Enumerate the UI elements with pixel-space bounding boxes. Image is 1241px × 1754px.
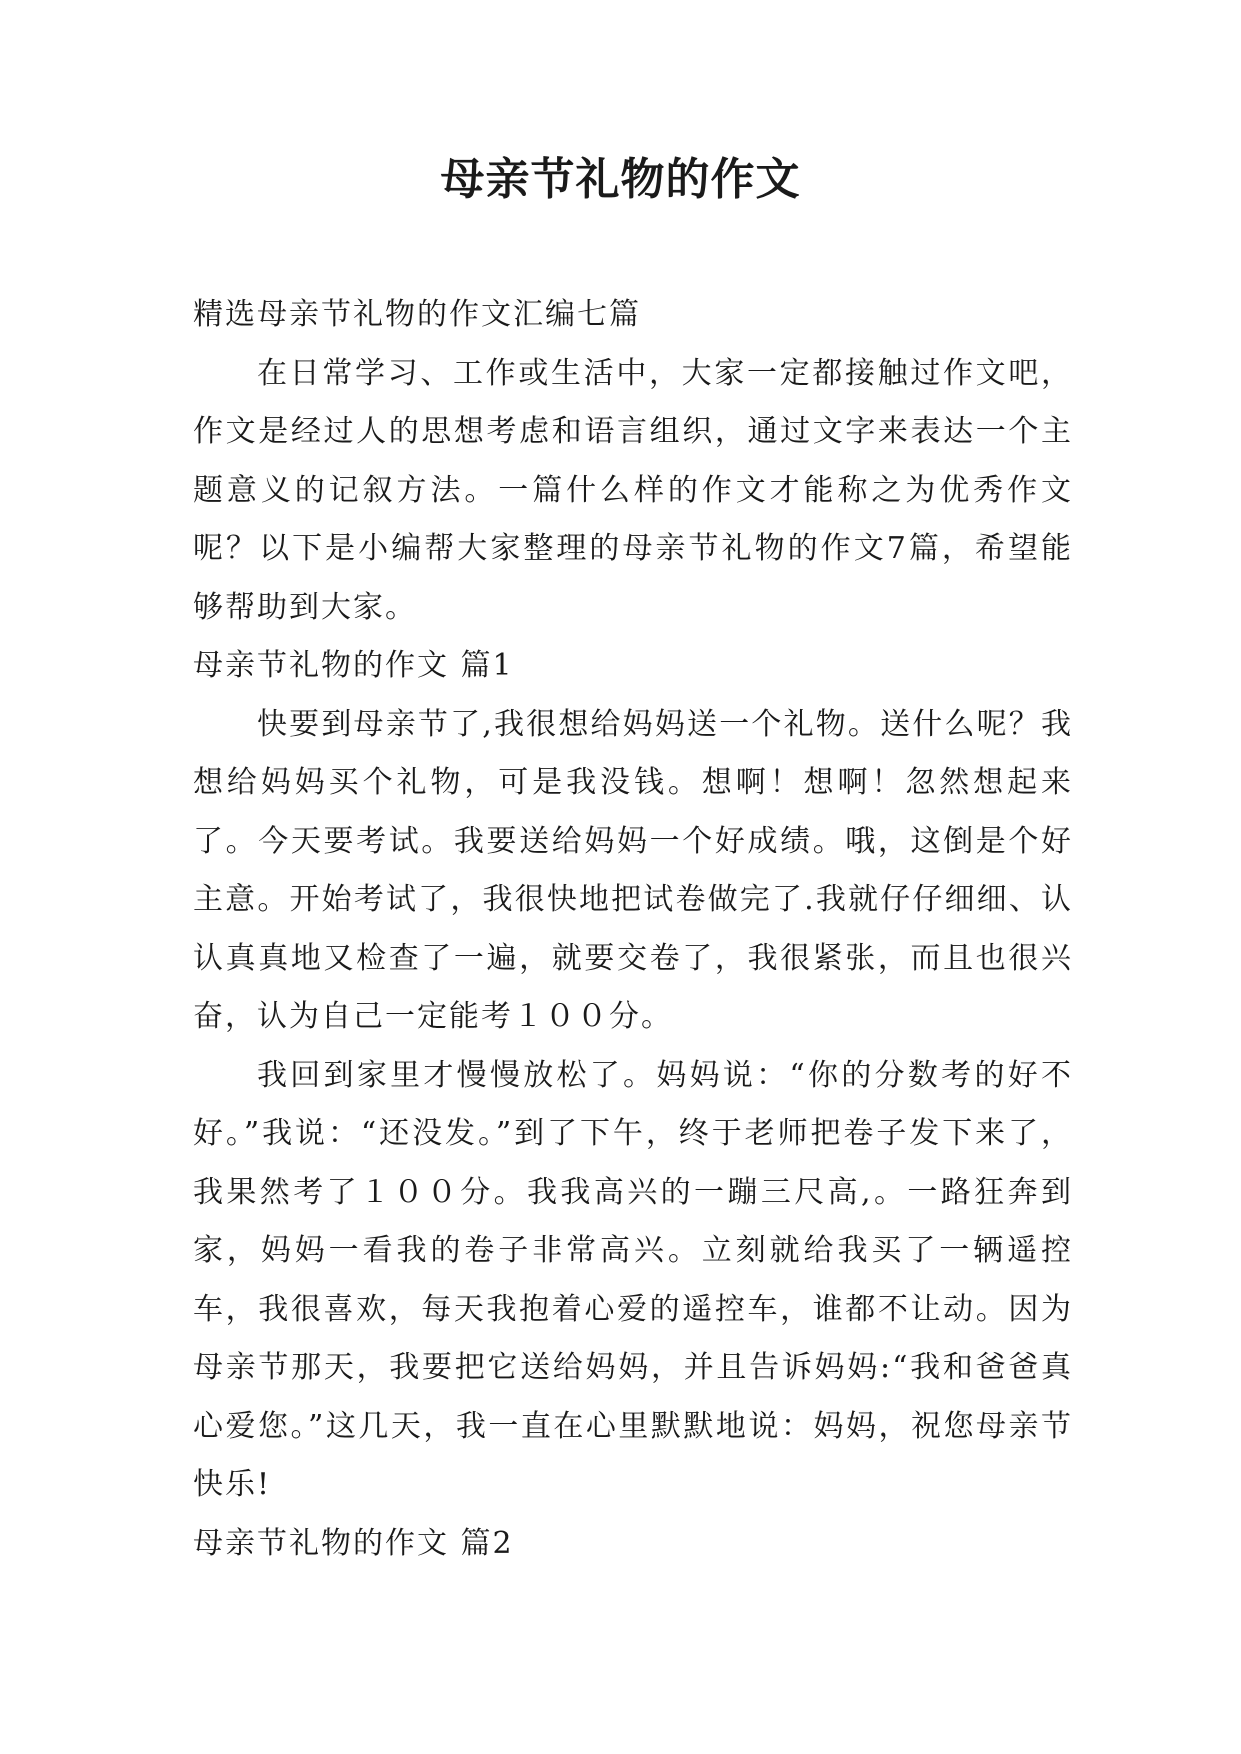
- essay-heading-1: 母亲节礼物的作文 篇1: [193, 648, 514, 683]
- essay-1-paragraph-1: 快要到母亲节了,我很想给妈妈送一个礼物。送什么呢？我想给妈妈买个礼物，可是我没钱。想啊！想啊！忽然想起来了。今天要考试。我要送给妈妈一个好成绩。哦，这倒是个好主意。开始考试了，我很快地把试卷做完了.我就仔仔细细、认认真真地又检查了一遍，就要交卷了，我很紧张，而且也很兴奋，认为自己一定能考１００分。: [193, 706, 1073, 1034]
- document-body: [193, 286, 1073, 1573]
- document-title: 母亲节礼物的作文: [440, 154, 801, 205]
- essay-1-paragraph-2: 我回到家里才慢慢放松了。妈妈说：“你的分数考的好不好。”我说：“还没发。”到了下午，终于老师把卷子发下来了，我果然考了１００分。我我高兴的一蹦三尺高,。一路狂奔到家，妈妈一看我的卷子非常高兴。立刻就给我买了一辆遥控车，我很喜欢，每天我抱着心爱的遥控车，谁都不让动。因为母亲节那天，我要把它送给妈妈，并且告诉妈妈:“我和爸爸真心爱您。”这几天，我一直在心里默默地说：妈妈，祝您母亲节快乐!: [193, 1057, 1073, 1502]
- essay-heading-2: 母亲节礼物的作文 篇2: [193, 1525, 514, 1561]
- intro-paragraph: 在日常学习、工作或生活中，大家一定都接触过作文吧，作文是经过人的思想考虑和语言组织，通过文字来表达一个主题意义的记叙方法。一篇什么样的作文才能称之为优秀作文呢？以下是小编帮大家整理的母亲节礼物的作文7篇，希望能够帮助到大家。: [193, 355, 1073, 625]
- collection-subtitle: 精选母亲节礼物的作文汇编七篇: [193, 297, 641, 332]
